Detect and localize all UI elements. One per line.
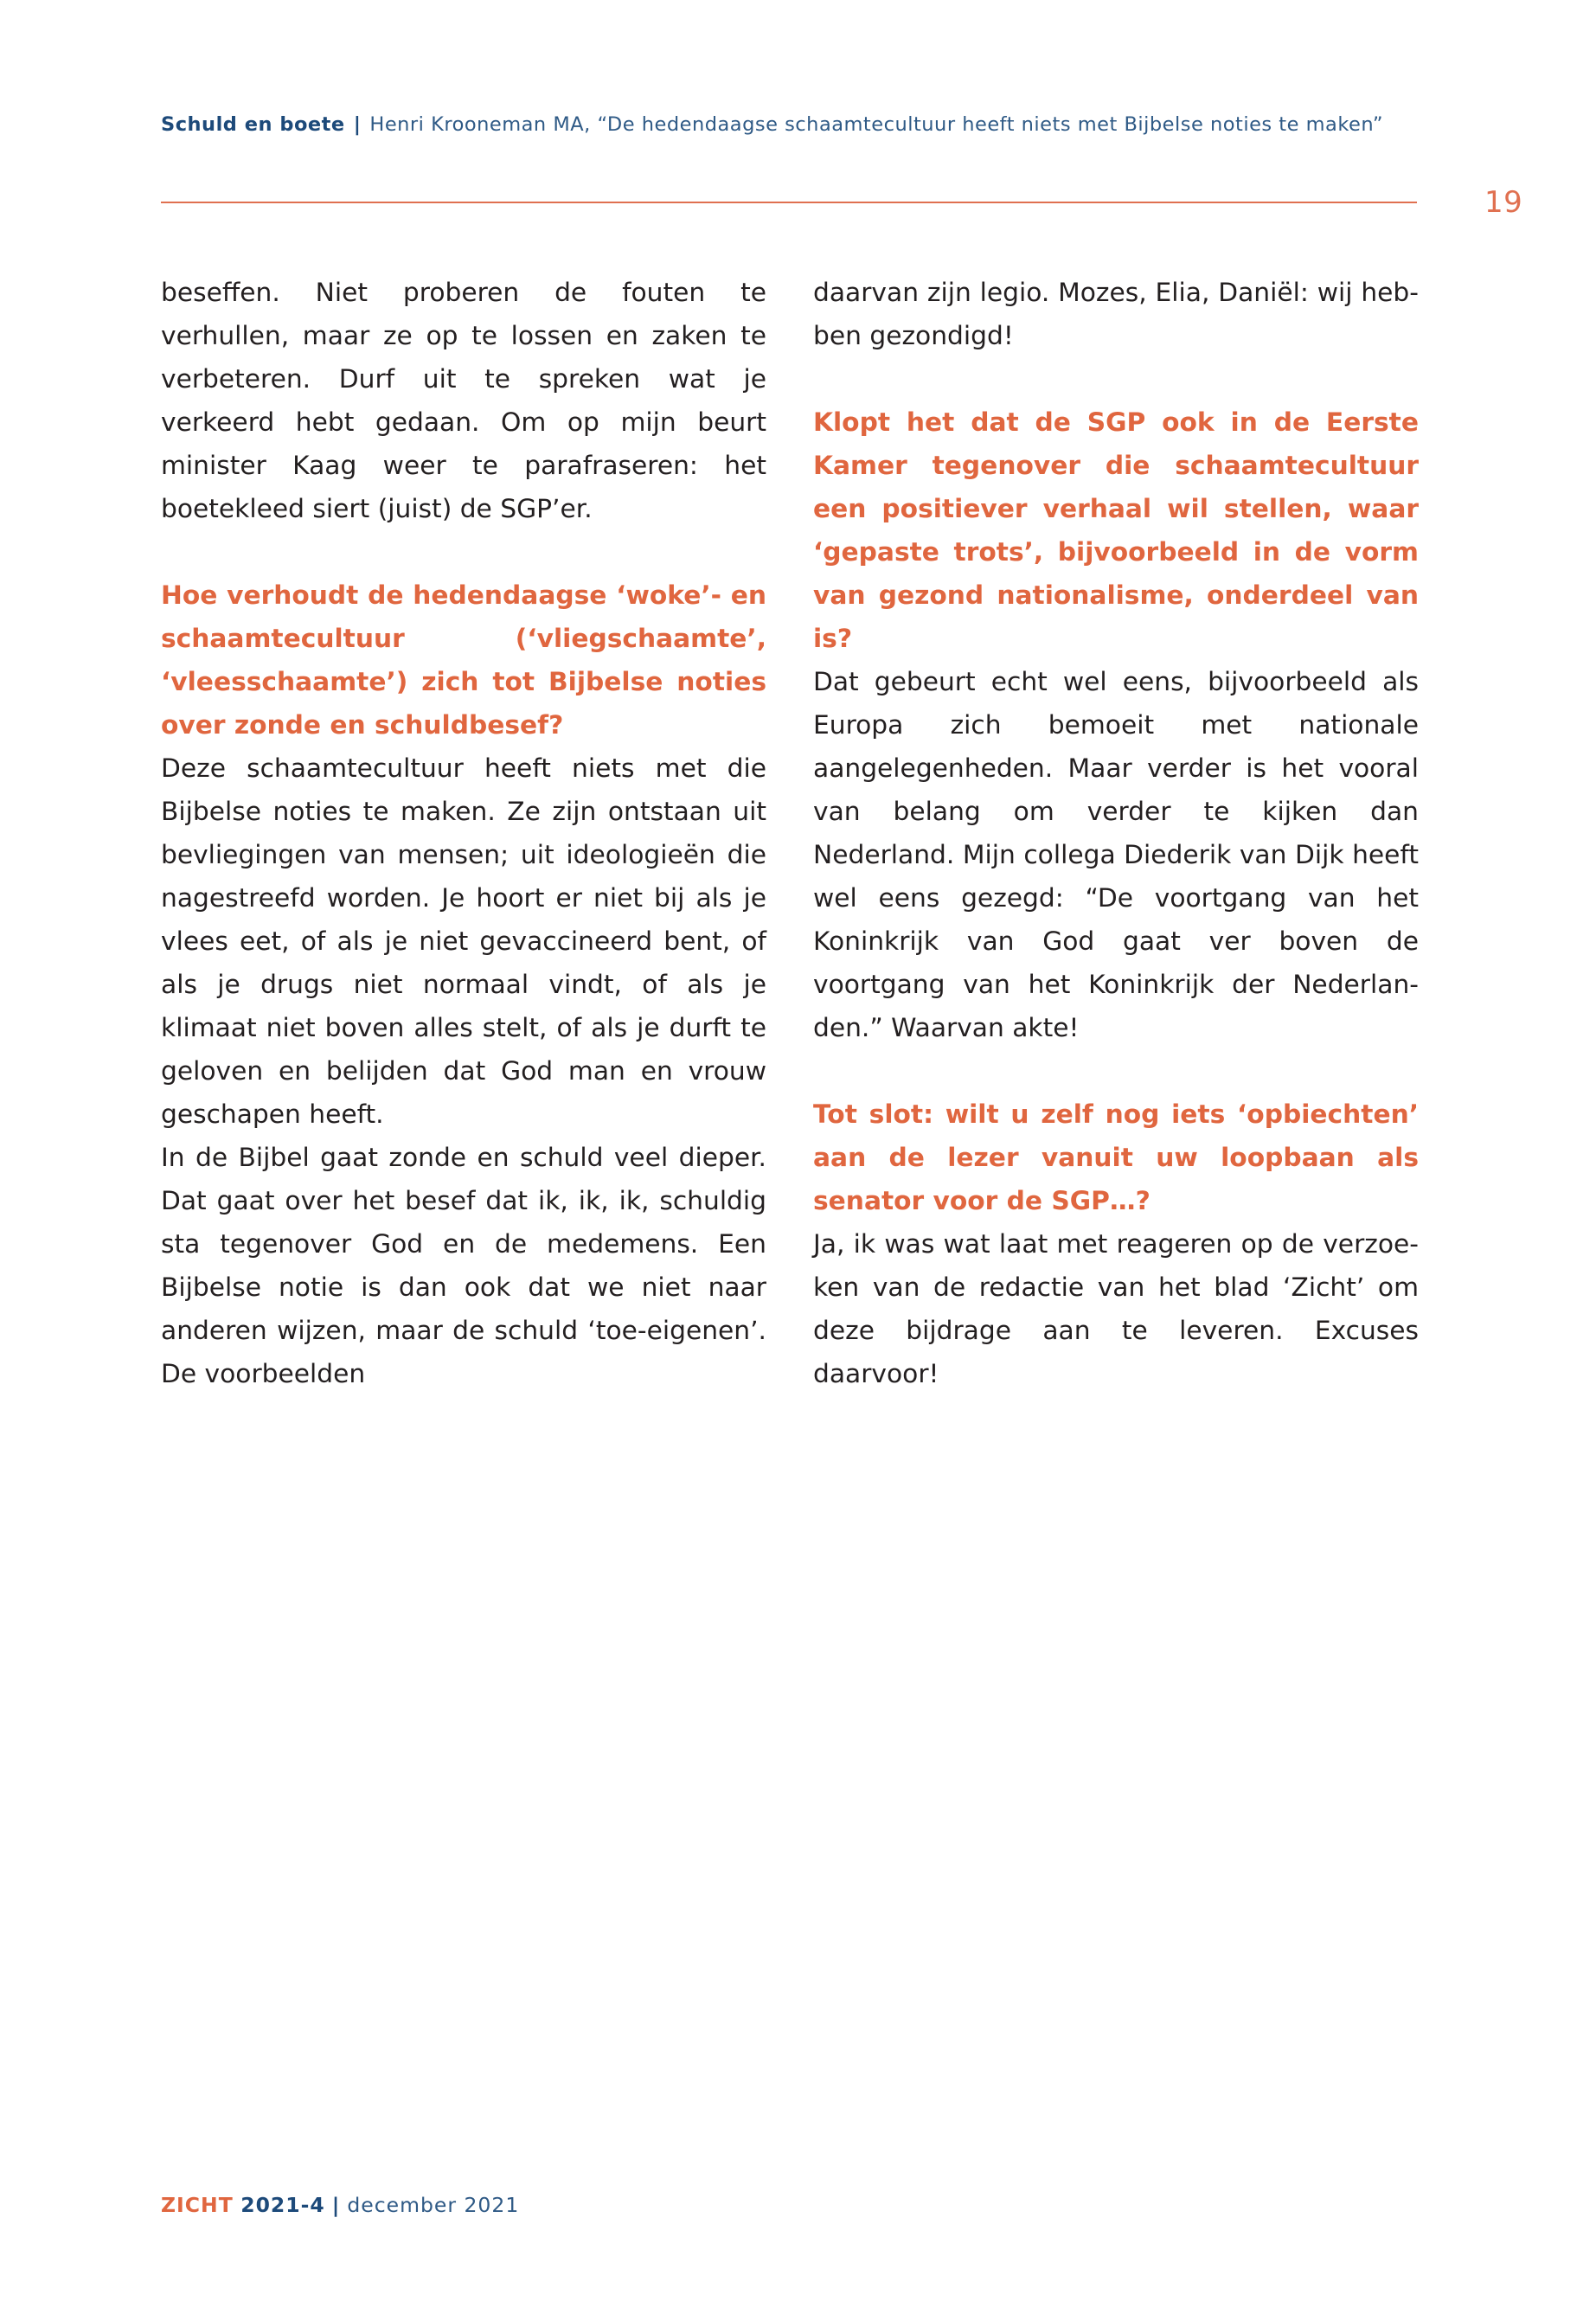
paragraph: In de Bijbel gaat zonde en schuld veel dieper. Dat gaat over het besef dat ik, ik, ik, schuldig sta tegenover God en de medemens. Een Bijbelse notie is dan ook dat we niet naar anderen wijzen, maar de schuld ‘toe-eigenen’. De voorbeelden xyxy=(161,1143,766,1389)
paragraph: beseffen. Niet proberen de fouten te verhullen, maar ze op te lossen en zaken te verbeteren. Durf uit te spreken wat je verkeerd hebt gedaan. Om op mijn beurt minister Kaag weer te parafraseren: het boetekleed siert (juist) de SGP’er. xyxy=(161,278,766,524)
issue-date: december 2021 xyxy=(347,2193,520,2217)
interview-question: Hoe verhoudt de hedendaagse ‘woke’- en schaamtecultuur (‘vliegschaamte’, ‘vleesschaamte’) zich tot Bijbelse noties over zonde en schuldbesef? xyxy=(161,580,766,740)
paragraph: Dat gebeurt echt wel eens, bijvoorbeeld als Europa zich bemoeit met nationale aangelegenheden. Maar verder is het vooral van belang om verder te kijken dan Nederland. Mijn collega Diederik van Dijk heeft wel eens gezegd: “De voortgang van het Koninkrijk van God gaat ver boven de voortgang van het Koninkrijk der Nederlanden.” Waarvan akte! xyxy=(813,667,1419,1043)
right-column xyxy=(813,272,1419,1396)
article-title: Henri Krooneman MA, “De hedendaagse schaamtecultuur heeft niets met Bijbelse noties te maken” xyxy=(369,113,1384,136)
paragraph: Ja, ik was wat laat met reageren op de verzoeken van de redactie van het blad ‘Zicht’ om deze bijdrage aan te leveren. Excuses daarvoor! xyxy=(813,1229,1419,1389)
magazine-name: ZICHT xyxy=(161,2193,234,2217)
running-head xyxy=(161,113,1424,136)
header-rule xyxy=(161,202,1417,203)
paragraph: daarvan zijn legio. Mozes, Elia, Daniël: wij hebben gezondigd! xyxy=(813,278,1419,351)
footer-separator: | xyxy=(331,2193,341,2217)
interview-question: Tot slot: wilt u zelf nog iets ‘opbiechten’ aan de lezer vanuit uw loopbaan als senator voor de SGP…? xyxy=(813,1099,1419,1216)
footer xyxy=(161,2193,519,2217)
section-title: Schuld en boete xyxy=(161,113,345,136)
paragraph: Deze schaamtecultuur heeft niets met die Bijbelse noties te maken. Ze zijn ontstaan uit bevliegingen van mensen; uit ideologieën die nagestreefd worden. Je hoort er niet bij als je vlees eet, of als je niet gevaccineerd bent, of als je drugs niet normaal vindt, of als je klimaat niet boven alles stelt, of als je durft te geloven en belijden dat God man en vrouw geschapen heeft. xyxy=(161,753,766,1130)
header-separator: | xyxy=(353,113,362,136)
page-number: 19 xyxy=(1484,185,1523,220)
left-column xyxy=(161,272,766,1396)
interview-question: Klopt het dat de SGP ook in de Eerste Kamer tegenover die schaamtecultuur een positiever verhaal wil stellen, waar ‘gepaste trots’, bijvoorbeeld in de vorm van gezond nationalisme, onderdeel van is? xyxy=(813,407,1419,654)
issue-number: 2021-4 xyxy=(240,2193,325,2217)
